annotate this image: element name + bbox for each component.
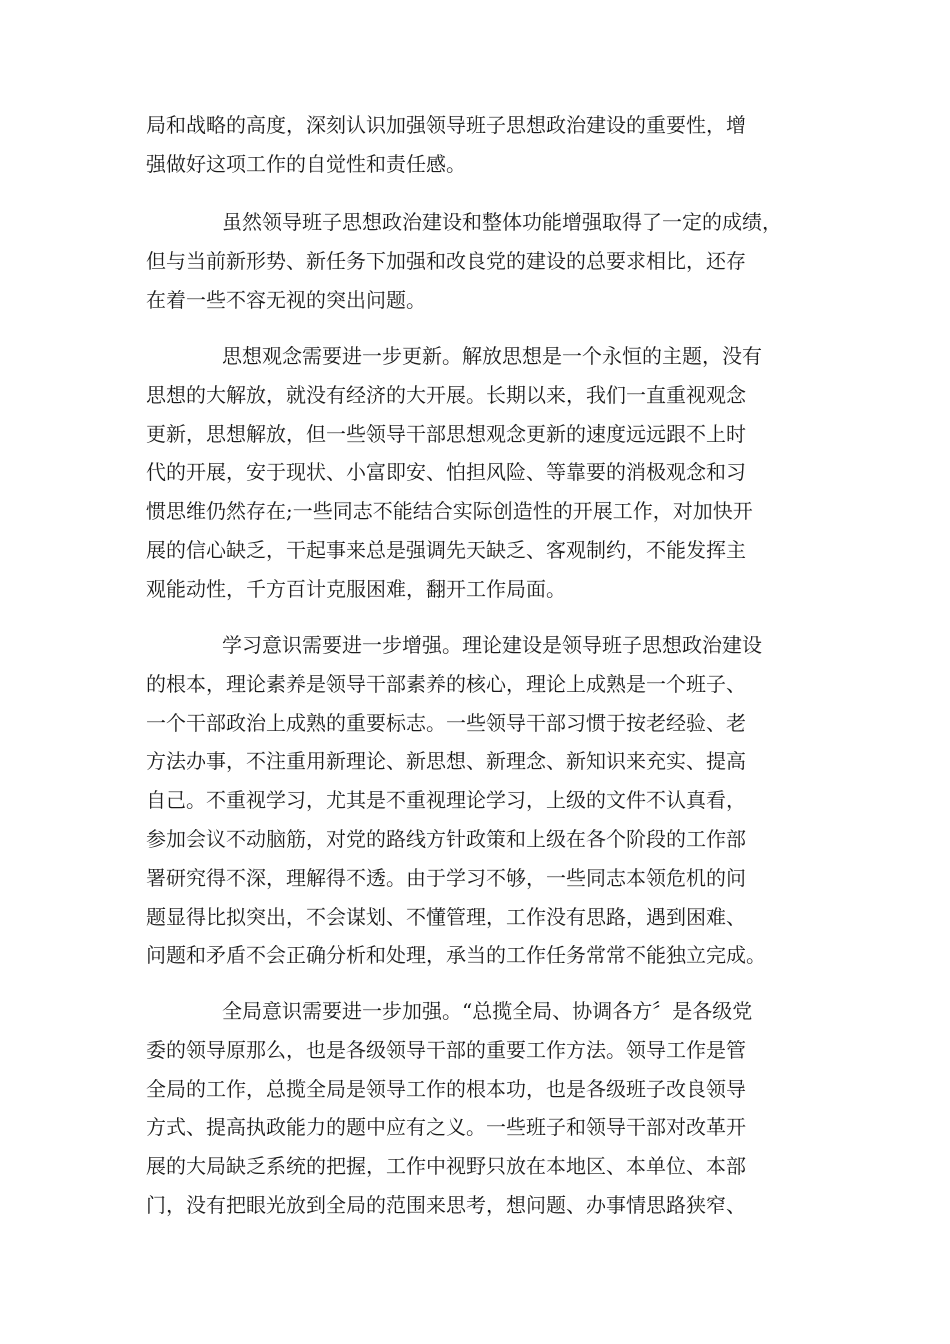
text-line: 全局意识需要进一步加强。“总揽全局、协调各方〞是各级党 (222, 999, 753, 1023)
text-line: 代的开展，安于现状、小富即安、怕担风险、等靠要的消极观念和习 (146, 460, 746, 485)
text-line: 委的领导原那么，也是各级领导干部的重要工作方法。领导工作是管 (146, 1037, 746, 1062)
text-line: 参加会议不动脑筋，对党的路线方针政策和上级在各个阶段的工作部 (146, 826, 746, 851)
text-line: 学习意识需要进一步增强。理论建设是领导班子思想政治建设 (222, 633, 762, 657)
text-line: 展的信心缺乏，干起事来总是强调先天缺乏、客观制约，不能发挥主 (146, 537, 746, 562)
text-line: 的根本，理论素养是领导干部素养的核心，理论上成熟是一个班子、 (146, 671, 746, 696)
text-line: 题显得比拟突出，不会谋划、不懂管理，工作没有思路，遇到困难、 (146, 904, 746, 929)
paragraph-overall-awareness (146, 992, 826, 1225)
paragraph-thinking-concepts (146, 337, 826, 609)
text-line: 局和战略的高度，深刻认识加强领导班子思想政治建设的重要性，增 (146, 113, 746, 137)
text-line: 虽然领导班子思想政治建设和整体功能增强取得了一定的成绩， (222, 210, 782, 234)
text-line: 方式、提高执政能力的题中应有之义。一些班子和领导干部对改革开 (146, 1115, 746, 1140)
text-line: 全局的工作，总揽全局是领导工作的根本功，也是各级班子改良领导 (146, 1076, 746, 1101)
text-line: 问题和矛盾不会正确分析和处理，承当的工作任务常常不能独立完成。 (146, 943, 766, 968)
text-line: 门，没有把眼光放到全局的范围来思考，想问题、办事情思路狭窄、 (146, 1192, 746, 1217)
paragraph-learning-awareness (146, 626, 826, 975)
text-line: 观能动性，千方百计克服困难，翻开工作局面。 (146, 576, 566, 601)
text-line: 思想观念需要进一步更新。解放思想是一个永恒的主题，没有 (222, 344, 762, 368)
paragraph-intro-continued (146, 106, 826, 184)
text-line: 展的大局缺乏系统的把握，工作中视野只放在本地区、本单位、本部 (146, 1154, 746, 1179)
text-line: 一个干部政治上成熟的重要标志。一些领导干部习惯于按老经验、老 (146, 710, 746, 735)
text-line: 自己。不重视学习，尤其是不重视理论学习，上级的文件不认真看， (146, 788, 746, 813)
text-line: 更新，思想解放，但一些领导干部思想观念更新的速度远远跟不上时 (146, 421, 746, 446)
text-line: 方法办事，不注重用新理论、新思想、新理念、新知识来充实、提高 (146, 749, 746, 774)
text-line: 思想的大解放，就没有经济的大开展。长期以来，我们一直重视观念 (146, 382, 746, 407)
text-line: 但与当前新形势、新任务下加强和改良党的建设的总要求相比，还存 (146, 248, 746, 273)
text-line: 署研究得不深，理解得不透。由于学习不够，一些同志本领危机的问 (146, 865, 746, 890)
text-line: 强做好这项工作的自觉性和责任感。 (146, 151, 466, 176)
text-line: 在着一些不容无视的突出问题。 (146, 287, 426, 312)
paragraph-problems-intro (146, 203, 826, 319)
text-line: 惯思维仍然存在;一些同志不能结合实际创造性的开展工作，对加快开 (146, 499, 753, 524)
